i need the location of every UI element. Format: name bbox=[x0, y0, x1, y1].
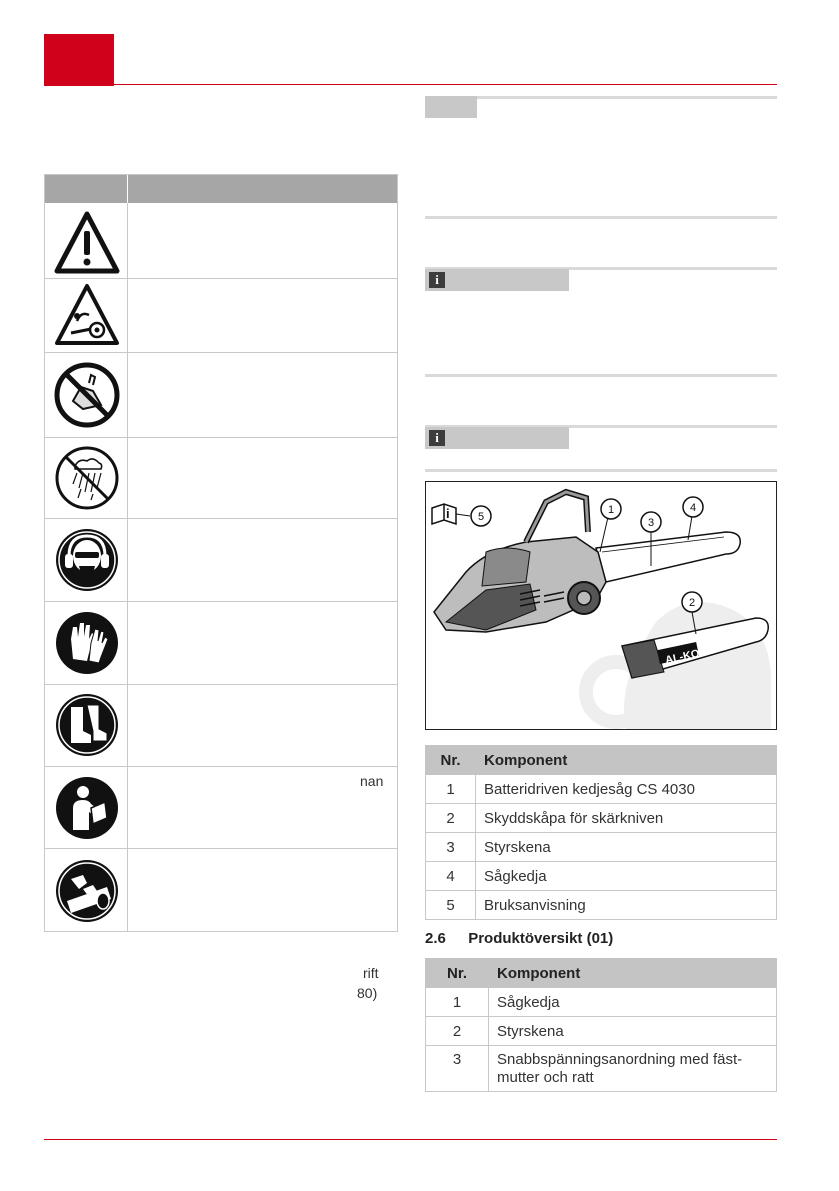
table-header-row bbox=[426, 959, 777, 988]
delivery-contents-table bbox=[425, 745, 777, 920]
product-overview-table bbox=[425, 958, 777, 1092]
ear-eye-protection-icon bbox=[53, 526, 121, 594]
delivery-contents-figure bbox=[425, 481, 777, 730]
symbols-table-header bbox=[45, 175, 397, 203]
cover-brand-text: AL-KO bbox=[664, 647, 701, 667]
label-block bbox=[425, 96, 477, 118]
warning-triangle-icon bbox=[53, 209, 121, 277]
no-rain-icon bbox=[53, 444, 121, 512]
section-divider bbox=[425, 374, 777, 377]
cell-component-line: mutter och ratt bbox=[497, 1068, 594, 1086]
cell-nr: 1 bbox=[426, 775, 476, 804]
cell-component: Batteridriven kedjesåg CS 4030 bbox=[476, 775, 777, 804]
read-manual-icon bbox=[53, 774, 121, 842]
cell-nr: 2 bbox=[426, 804, 476, 833]
cell-component: Bruksanvisning bbox=[476, 891, 777, 920]
cell-nr: 2 bbox=[426, 1017, 489, 1046]
brand-color-block bbox=[44, 34, 114, 86]
kickback-warning-icon bbox=[53, 281, 121, 349]
cell-component-line: Snabbspänningsanordning med fäst- bbox=[497, 1050, 743, 1068]
symbol-text-fragment: nan bbox=[360, 773, 384, 789]
section-divider bbox=[425, 469, 777, 472]
cell-nr: 5 bbox=[426, 891, 476, 920]
callout-label: 3 bbox=[647, 517, 655, 529]
info-icon: i bbox=[429, 430, 445, 446]
section-divider bbox=[425, 216, 777, 219]
column-header-nr: Nr. bbox=[426, 959, 489, 988]
cell-component: Styrskena bbox=[489, 1017, 777, 1046]
callout-label: 4 bbox=[689, 502, 697, 514]
cell-component bbox=[489, 1046, 777, 1092]
cell-nr: 4 bbox=[426, 862, 476, 891]
cell-nr: 1 bbox=[426, 988, 489, 1017]
cell-component: Sågkedja bbox=[476, 862, 777, 891]
cell-component: Sågkedja bbox=[489, 988, 777, 1017]
cell-nr: 3 bbox=[426, 833, 476, 862]
text-fragment: rift bbox=[363, 965, 379, 981]
table-row bbox=[426, 804, 777, 833]
info-note-label bbox=[425, 269, 569, 291]
cell-nr: 3 bbox=[426, 1046, 489, 1092]
table-header-row bbox=[426, 746, 777, 775]
table-row bbox=[426, 833, 777, 862]
callout-label: 2 bbox=[688, 597, 696, 609]
section-heading bbox=[425, 930, 613, 947]
table-row bbox=[426, 862, 777, 891]
callout-label: 5 bbox=[477, 511, 485, 523]
section-title: Produktöversikt (01) bbox=[468, 930, 614, 947]
table-row bbox=[426, 988, 777, 1017]
safety-boots-icon bbox=[53, 691, 121, 759]
no-one-handed-operation-icon bbox=[53, 361, 121, 429]
section-number: 2.6 bbox=[425, 930, 446, 947]
table-row bbox=[426, 1017, 777, 1046]
cell-component: Skyddskåpa för skärkniven bbox=[476, 804, 777, 833]
footer-rule bbox=[44, 1139, 777, 1140]
table-row bbox=[426, 891, 777, 920]
table-row bbox=[426, 1046, 777, 1092]
svg-text:i: i bbox=[446, 506, 450, 521]
cell-component: Styrskena bbox=[476, 833, 777, 862]
protective-gloves-icon bbox=[53, 609, 121, 677]
column-header-nr: Nr. bbox=[426, 746, 476, 775]
column-header-component: Komponent bbox=[489, 959, 777, 988]
text-fragment: 80) bbox=[357, 985, 378, 1001]
section-bar bbox=[425, 96, 777, 99]
symbols-table bbox=[44, 174, 398, 932]
table-row bbox=[426, 775, 777, 804]
column-header-component: Komponent bbox=[476, 746, 777, 775]
chainsaw-illustration bbox=[426, 482, 776, 729]
header-rule bbox=[44, 84, 777, 85]
info-icon: i bbox=[429, 272, 445, 288]
info-note-label bbox=[425, 427, 569, 449]
callout-label: 1 bbox=[607, 504, 615, 516]
kickback-hands-icon bbox=[53, 857, 121, 925]
